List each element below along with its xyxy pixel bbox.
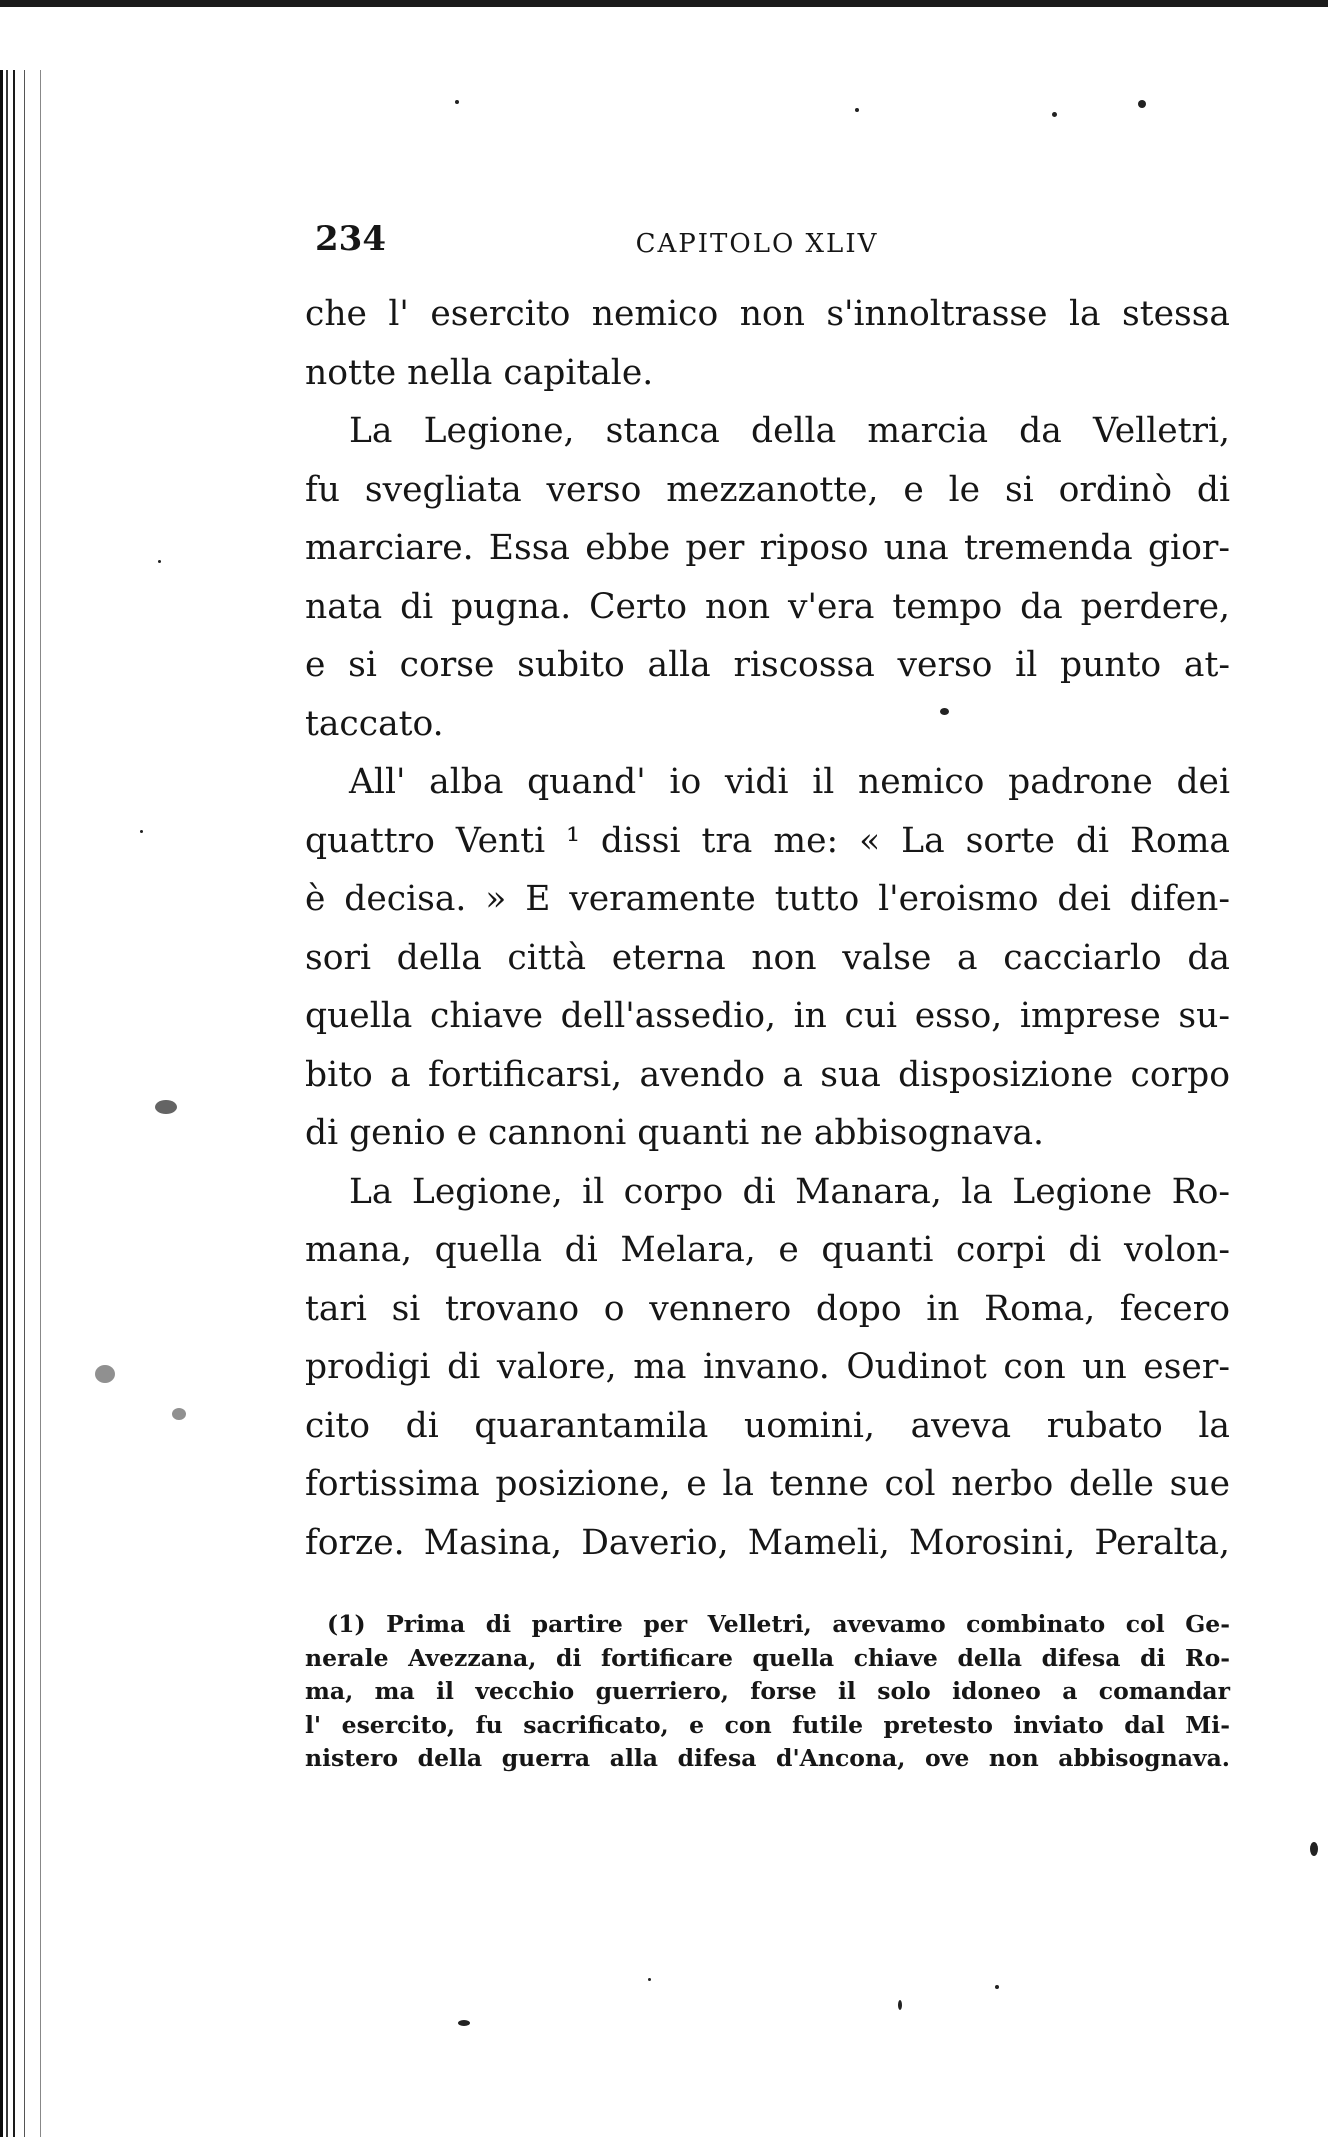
scan-speck — [172, 1408, 186, 1420]
footnote-line: nerale Avezzana, di fortificare quella chiave della difesa di Ro- — [305, 1643, 1230, 1672]
text-line: La Legione, stanca della marcia da Velletri, — [349, 411, 1230, 451]
text-line: bito a fortificarsi, avendo a sua disposizione corpo — [305, 1054, 1230, 1095]
book-binding-edge — [0, 70, 52, 2137]
scan-speck — [898, 2000, 902, 2010]
scan-speck — [140, 830, 143, 833]
text-line: che l' esercito nemico non s'innoltrasse la stessa — [305, 294, 1230, 334]
footnote — [305, 1608, 1230, 1776]
text-line: nata di pugna. Certo non v'era tempo da perdere, — [305, 586, 1230, 627]
scan-speck — [1138, 100, 1146, 108]
scan-top-edge — [0, 0, 1328, 7]
page-number: 234 — [315, 219, 386, 259]
text-line: fu svegliata verso mezzanotte, e le si ordinò di — [305, 469, 1230, 510]
text-line: tari si trovano o vennero dopo in Roma, fecero — [305, 1288, 1230, 1329]
scan-speck — [458, 2020, 470, 2026]
text-line: mana, quella di Melara, e quanti corpi di volon- — [305, 1230, 1230, 1270]
text-line: notte nella capitale. — [305, 352, 654, 393]
chapter-title: CAPITOLO XLIV — [635, 229, 879, 259]
scan-speck — [455, 100, 459, 104]
scan-speck — [648, 1978, 651, 1981]
text-line: è decisa. » E veramente tutto l'eroismo dei difen- — [305, 879, 1230, 919]
scan-speck — [1310, 1842, 1318, 1856]
text-line: quella chiave dell'assedio, in cui esso, imprese su- — [305, 996, 1230, 1036]
text-line: prodigi di valore, ma invano. Oudinot con un eser- — [305, 1347, 1230, 1387]
text-line: e si corse subito alla riscossa verso il punto at- — [305, 645, 1230, 685]
text-line: fortissima posizione, e la tenne col nerbo delle sue — [305, 1464, 1230, 1504]
footnote-line: nistero della guerra alla difesa d'Ancona, ove non abbisognava. — [305, 1744, 1230, 1772]
footnote-line: (1) Prima di partire per Velletri, avevamo combinato col Ge- — [327, 1610, 1230, 1638]
scan-speck — [1052, 112, 1057, 117]
footnote-separator — [305, 1572, 1230, 1608]
text-line: quattro Venti ¹ dissi tra me: « La sorte di Roma — [305, 820, 1230, 861]
scan-speck — [155, 1100, 177, 1114]
text-line: All' alba quand' io vidi il nemico padrone dei — [349, 762, 1230, 802]
text-line: taccato. — [305, 703, 444, 744]
scan-speck — [995, 1985, 999, 1989]
footnote-line: l' esercito, fu sacrificato, e con futile pretesto inviato dal Mi- — [305, 1710, 1230, 1739]
body-text — [305, 285, 1230, 1572]
running-head — [305, 215, 1230, 285]
text-line: di genio e cannoni quanti ne abbisognava. — [305, 1113, 1044, 1153]
scan-speck — [158, 560, 161, 563]
text-line: La Legione, il corpo di Manara, la Legione Ro- — [349, 1171, 1230, 1212]
text-line: cito di quarantamila uomini, aveva rubato la — [305, 1405, 1230, 1446]
footnote-line: ma, ma il vecchio guerriero, forse il solo idoneo a comandar — [305, 1677, 1230, 1705]
text-line: marciare. Essa ebbe per riposo una tremenda gior- — [305, 528, 1230, 568]
text-line: forze. Masina, Daverio, Mameli, Morosini, Peralta, — [305, 1522, 1230, 1563]
scan-speck — [95, 1365, 115, 1383]
text-line: sori della città eterna non valse a cacciarlo da — [305, 937, 1230, 978]
book-page — [305, 215, 1230, 1776]
scan-speck — [855, 108, 859, 112]
